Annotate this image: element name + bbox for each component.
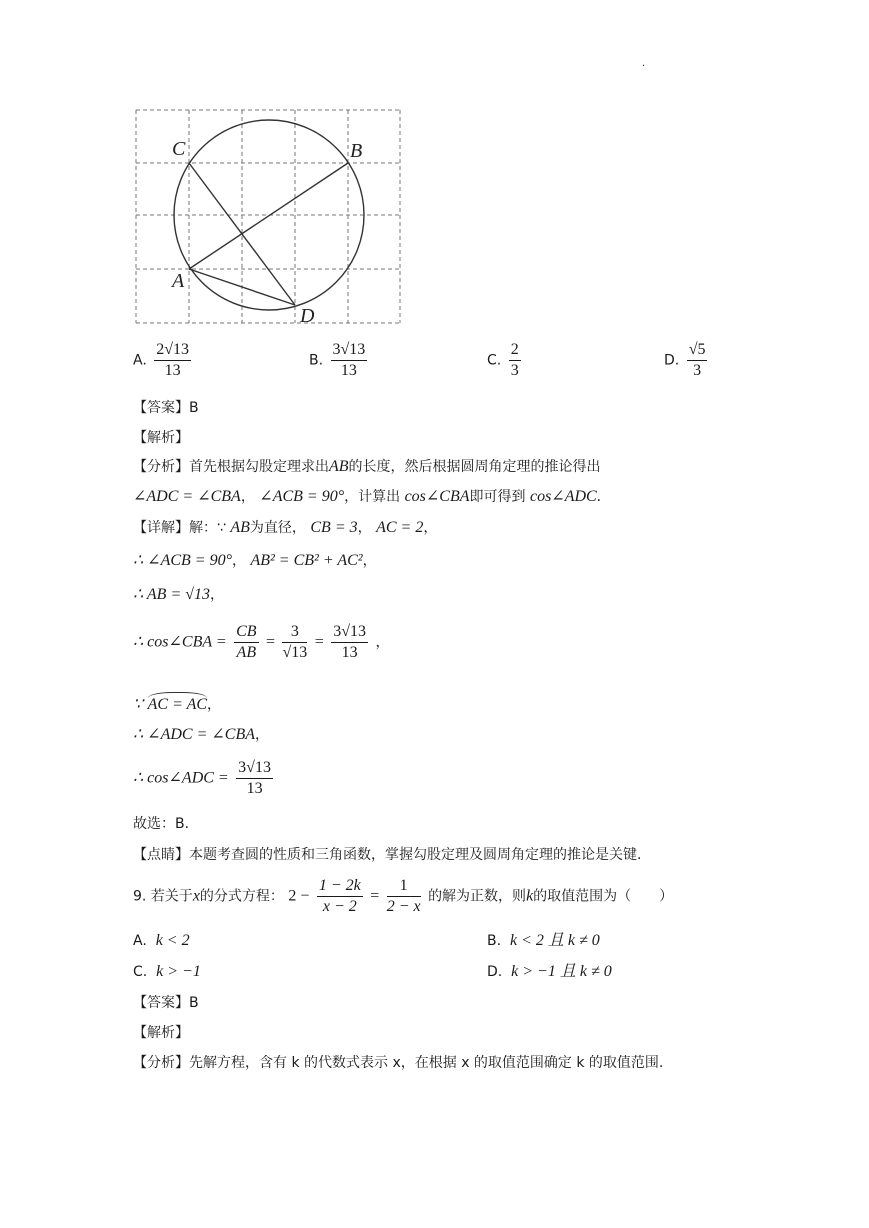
label-d: D (300, 305, 315, 327)
q8-step1: ∴ ∠ACB = 90°， AB² = CB² + AC²， (133, 552, 377, 569)
q9-answer: 【答案】B (133, 995, 199, 1011)
q8-option-d: D. $\frac{√5}{3}$ (664, 341, 706, 379)
q8-step2: ∴ AB = √13， (133, 586, 225, 603)
q8-option-c: C. $\frac{2}{3}$ (487, 341, 519, 379)
q9-option-b: B. k < 2 且 k ≠ 0 (487, 932, 600, 949)
label-b: B (350, 140, 363, 162)
q8-option-b: B. $\frac{3√13}{13}$ (309, 341, 366, 379)
q8-step6: ∴ cos∠ADC = $\frac{3√13}{13}$ (133, 759, 271, 797)
circle-grid-figure (130, 105, 410, 333)
q8-step3: ∴ cos∠CBA = $\frac{CB}{AB}$ = $\frac{3}{√13}$ = $\frac{3√13}{13}$ ， (133, 623, 390, 661)
q8-dianjing: 【点睛】本题考查圆的性质和三角函数，掌握勾股定理及圆周角定理的推论是关键. (133, 847, 642, 863)
q8-choose: 故选：B. (133, 816, 190, 832)
q9-stem: 9. 若关于x的分式方程： 2 − $\frac{1 - 2k}{x - 2}$ = $\frac{1}{2 - x}$ 的解为正数，则k的取值范围为（ ） (133, 877, 674, 915)
q8-fenxi: 【分析】首先根据勾股定理求出AB的长度，然后根据圆周角定理的推论得出 (133, 458, 601, 475)
q8-step4: ∵ AC = AC， (133, 692, 221, 715)
chord-ab (189, 163, 348, 269)
q8-fenxi-line2: ∠ADC = ∠CBA， ∠ACB = 90°，计算出 cos∠CBA即可得到 cos∠ADC. (133, 488, 601, 505)
q8-option-a: A. $\frac{2√13}{13}$ (133, 341, 190, 379)
q9-jiexi: 【解析】 (133, 1025, 189, 1041)
label-a: A (172, 270, 185, 292)
q9-fenxi: 【分析】先解方程，含有 k 的代数式表示 x，在根据 x 的取值范围确定 k 的取值范围. (133, 1055, 664, 1071)
q8-answer: 【答案】B (133, 400, 199, 416)
q8-detail: 【详解】解：∵ AB为直径， CB = 3， AC = 2， (133, 519, 438, 536)
q9-option-d: D. k > −1 且 k ≠ 0 (487, 963, 612, 980)
q8-step5: ∴ ∠ADC = ∠CBA， (133, 726, 270, 743)
page-dot: . (642, 58, 646, 69)
q8-jiexi: 【解析】 (133, 430, 189, 446)
q9-option-a: A. k < 2 (133, 932, 190, 949)
q9-option-c: C. k > −1 (133, 963, 201, 980)
label-c: C (172, 138, 186, 160)
